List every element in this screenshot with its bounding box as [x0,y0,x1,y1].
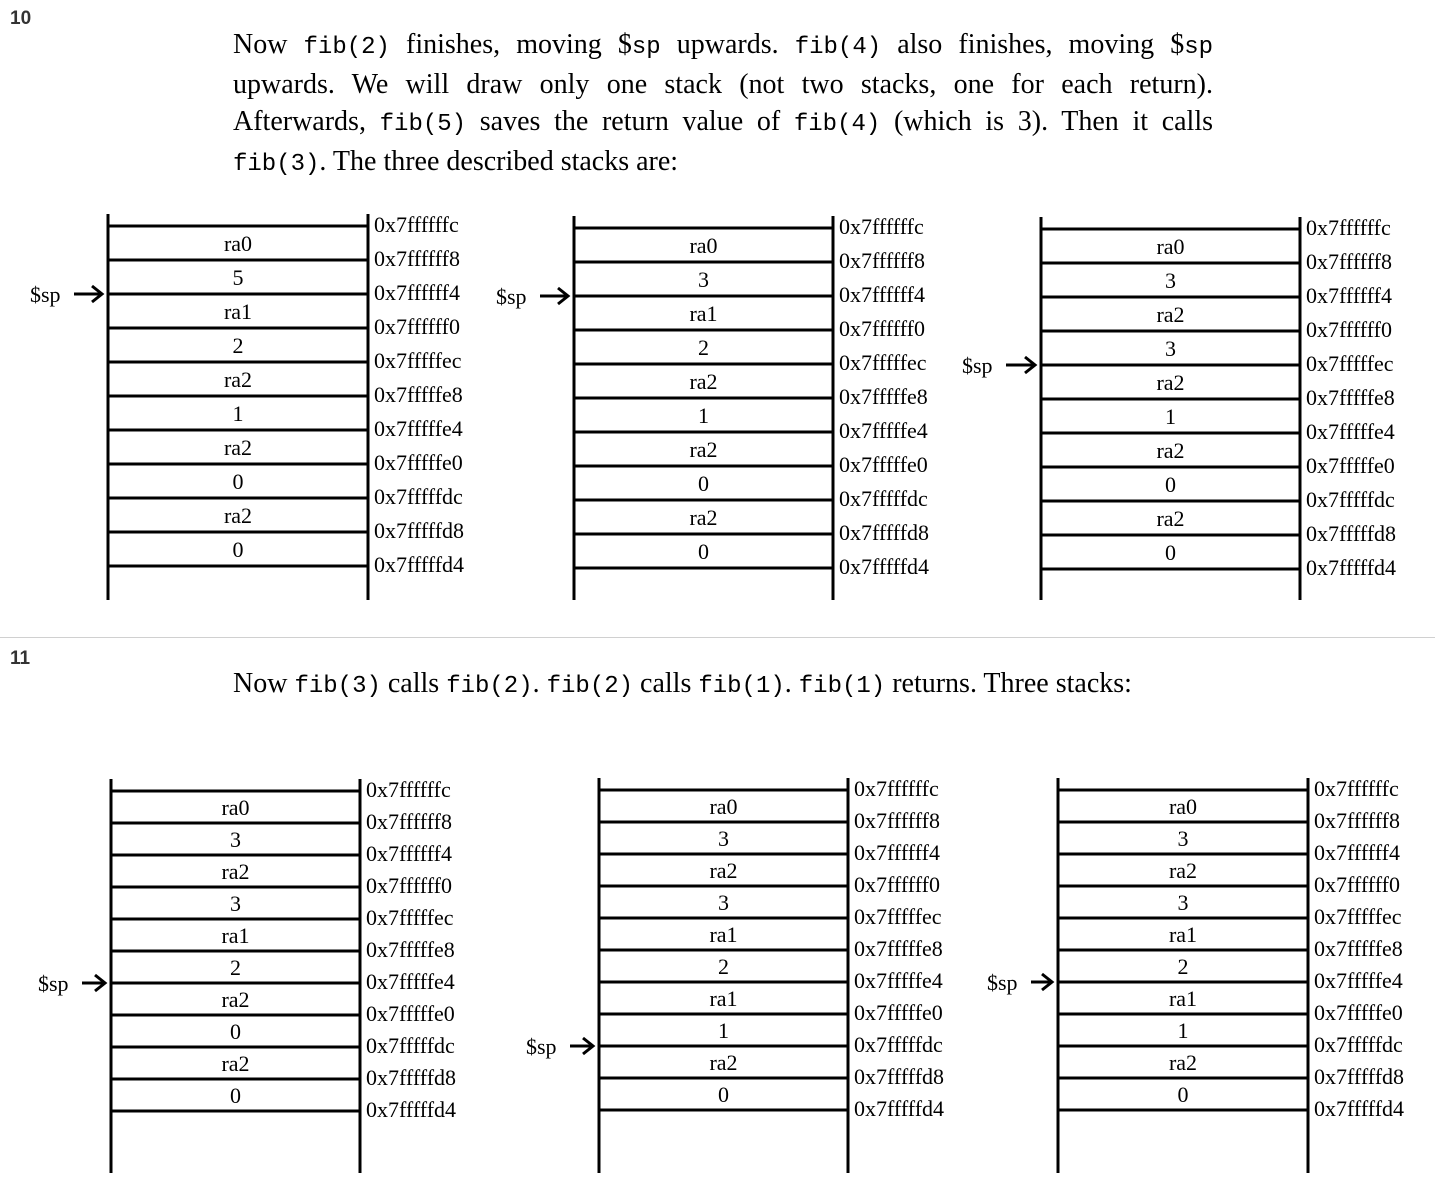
stack-address-label: 0x7fffffd4 [366,1097,457,1122]
stack-address-label: 0x7ffffffc [374,212,459,237]
stack-address-label: 0x7fffffd4 [854,1096,945,1121]
inline-code: fib(2) [303,34,390,61]
inline-code: fib(2) [546,673,634,700]
paragraph-text: . [532,668,547,699]
paragraph-text: returns. Three stacks: [885,668,1132,699]
stack-address-label: 0x7fffffd8 [1314,1064,1405,1089]
stack-cell-value: ra0 [1156,234,1185,259]
inline-code: fib(4) [793,111,881,138]
stack-address-label: 0x7fffffe0 [839,452,928,477]
stack-address-label: 0x7ffffff0 [1314,872,1400,897]
stack-cell-value: ra1 [689,301,718,326]
stack-cell-value: ra1 [223,299,253,324]
stack-address-label: 0x7fffffdc [1306,487,1395,512]
stack-address-label: 0x7fffffd8 [854,1064,945,1089]
stack-cell-value: 1 [1165,404,1176,429]
stack-address-label: 0x7fffffec [839,350,927,375]
stack-diagram [38,777,456,1173]
stack-cell-value: 0 [1177,1082,1189,1107]
paragraph-text: Now [233,29,304,60]
stack-cell-value: 3 [718,826,729,851]
stack-address-label: 0x7fffffd8 [1306,521,1397,546]
stack-address-label: 0x7ffffff8 [366,809,452,834]
stack-address-label: 0x7ffffff0 [374,314,460,339]
stack-cell-value: 2 [230,955,241,980]
stack-cell-value: ra2 [709,858,738,883]
stack-cell-value: 0 [232,537,244,562]
stack-cell-value: ra2 [1156,302,1185,327]
stack-address-label: 0x7ffffff4 [374,280,460,305]
stack-address-label: 0x7fffffe0 [374,450,463,475]
stack-address-label: 0x7fffffec [374,348,462,373]
stack-address-label: 0x7fffffdc [374,484,463,509]
sp-label: $sp [496,284,527,309]
paragraph-text: upwards. [660,29,795,60]
stack-address-label: 0x7fffffe0 [1314,1000,1403,1025]
stack-address-label: 0x7ffffff4 [1314,840,1400,865]
stack-address-label: 0x7fffffe0 [854,1000,943,1025]
stack-cell-value: 3 [1177,826,1189,851]
stack-cell-value: 3 [1165,336,1176,361]
stack-address-label: 0x7ffffff0 [1306,317,1392,342]
paragraph-text: calls [380,668,447,699]
stack-diagrams [0,765,1435,1185]
stack-diagram [526,776,944,1173]
stack-address-label: 0x7ffffffc [1314,776,1399,801]
paragraph-text: . [784,668,799,699]
sp-label: $sp [526,1034,557,1059]
stack-address-label: 0x7fffffe4 [366,969,455,994]
sp-label: $sp [30,282,61,307]
stack-address-label: 0x7ffffff0 [854,872,940,897]
stack-address-label: 0x7ffffff4 [1306,283,1392,308]
stack-address-label: 0x7fffffe0 [1306,453,1395,478]
stack-address-label: 0x7fffffe4 [839,418,928,443]
stack-cell-value: ra2 [223,367,253,392]
stack-address-label: 0x7fffffdc [854,1032,943,1057]
stack-cell-value: ra2 [223,503,253,528]
paragraph-text: also finishes, moving $ [881,29,1185,60]
stack-cell-value: ra2 [1156,370,1185,395]
stack-address-label: 0x7fffffdc [366,1033,455,1058]
stack-address-label: 0x7fffffec [1306,351,1394,376]
inline-code: fib(3) [294,673,381,700]
inline-code: fib(4) [794,34,882,61]
stack-address-label: 0x7ffffff4 [366,841,452,866]
stack-cell-value: ra1 [709,986,738,1011]
stack-cell-value: 3 [698,267,709,292]
stack-cell-value: 3 [230,891,241,916]
stack-cell-value: 3 [1165,268,1176,293]
stack-address-label: 0x7fffffd8 [374,518,465,543]
stack-address-label: 0x7fffffe4 [374,416,463,441]
paragraph-text: (which is 3). Then it calls [880,106,1214,137]
stack-cell-value: ra2 [1168,1050,1198,1075]
paragraph-text: calls [633,668,699,699]
slide-separator [0,637,1435,638]
stack-cell-value: ra2 [689,437,718,462]
stack-cell-value: 2 [698,335,709,360]
stack-address-label: 0x7fffffd4 [839,554,930,579]
inline-code: fib(3) [233,151,320,178]
stack-cell-value: 2 [718,954,729,979]
sp-label: $sp [38,971,69,996]
stack-address-label: 0x7fffffd8 [366,1065,457,1090]
paragraph-text: Now [233,668,295,699]
stack-cell-value: ra0 [223,231,253,256]
stack-diagram [496,214,929,600]
stack-cell-value: ra0 [1168,794,1198,819]
stack-cell-value: ra0 [689,233,718,258]
stack-cell-value: 2 [232,333,244,358]
sp-label: $sp [962,353,993,378]
stack-cell-value: ra0 [221,795,250,820]
slide-number: 11 [10,648,31,669]
paragraph-text: upwards. We will draw only one stack (not two stacks, one for each return). Afterwards, [233,69,1213,137]
stack-cell-value: ra2 [689,369,718,394]
stack-cell-value: 0 [230,1019,241,1044]
stack-address-label: 0x7fffffe4 [854,968,943,993]
stack-address-label: 0x7fffffe8 [1306,385,1395,410]
slide-paragraph [233,665,1213,705]
inline-code: sp [631,34,661,61]
inline-code: fib(1) [798,673,886,700]
stack-diagram [987,776,1404,1173]
stack-cell-value: ra2 [221,859,250,884]
stack-address-label: 0x7fffffe8 [366,937,455,962]
stack-address-label: 0x7fffffd4 [1314,1096,1405,1121]
stack-address-label: 0x7ffffff8 [1314,808,1400,833]
stack-address-label: 0x7ffffff4 [839,282,925,307]
stack-cell-value: ra2 [221,1051,250,1076]
stack-cell-value: ra2 [1156,438,1185,463]
paragraph-text: finishes, moving $ [389,29,632,60]
stack-cell-value: ra0 [709,794,738,819]
stack-cell-value: ra1 [1168,922,1198,947]
stack-address-label: 0x7fffffec [854,904,942,929]
paragraph-text: . The three described stacks are: [319,146,679,177]
stack-address-label: 0x7ffffff4 [854,840,940,865]
stack-address-label: 0x7ffffffc [854,776,939,801]
slide-paragraph [233,26,1213,183]
stack-address-label: 0x7fffffe4 [1306,419,1395,444]
stack-cell-value: 3 [1177,890,1189,915]
stack-address-label: 0x7fffffe0 [366,1001,455,1026]
stack-address-label: 0x7ffffffc [839,214,924,239]
stack-cell-value: ra2 [1168,858,1198,883]
stack-address-label: 0x7fffffd4 [374,552,465,577]
stack-cell-value: 0 [718,1082,729,1107]
stack-address-label: 0x7fffffdc [1314,1032,1403,1057]
stack-cell-value: 0 [230,1083,241,1108]
stack-address-label: 0x7fffffdc [839,486,928,511]
slide-number: 10 [10,8,32,29]
stack-cell-value: 0 [232,469,244,494]
stack-cell-value: ra1 [1168,986,1198,1011]
stack-cell-value: 1 [718,1018,729,1043]
stack-address-label: 0x7fffffe8 [854,936,943,961]
stack-cell-value: ra1 [221,923,250,948]
stack-cell-value: ra2 [689,505,718,530]
stack-address-label: 0x7ffffff8 [854,808,940,833]
stack-address-label: 0x7fffffec [366,905,454,930]
stack-address-label: 0x7fffffe8 [1314,936,1403,961]
stack-address-label: 0x7ffffff8 [839,248,925,273]
stack-cell-value: 0 [698,471,709,496]
stack-cell-value: ra2 [223,435,253,460]
stack-cell-value: ra2 [221,987,250,1012]
stack-address-label: 0x7fffffd4 [1306,555,1397,580]
stack-address-label: 0x7fffffd8 [839,520,930,545]
stack-address-label: 0x7fffffec [1314,904,1402,929]
stack-cell-value: 1 [1177,1018,1189,1043]
sp-label: $sp [987,970,1018,995]
stack-address-label: 0x7ffffffc [366,777,451,802]
stack-cell-value: 1 [232,401,244,426]
stack-address-label: 0x7ffffff0 [839,316,925,341]
stack-diagram [962,215,1396,600]
stack-cell-value: ra2 [1156,506,1185,531]
stack-address-label: 0x7fffffe4 [1314,968,1403,993]
inline-code: fib(2) [446,673,533,700]
inline-code: sp [1184,34,1214,61]
stack-cell-value: 0 [698,539,709,564]
stack-diagram [30,212,464,600]
stack-address-label: 0x7ffffff8 [1306,249,1392,274]
stack-cell-value: 5 [232,265,244,290]
stack-cell-value: 3 [718,890,729,915]
stack-cell-value: 2 [1177,954,1189,979]
stack-cell-value: ra2 [709,1050,738,1075]
stack-address-label: 0x7ffffff8 [374,246,460,271]
stack-cell-value: 1 [698,403,709,428]
stack-cell-value: 3 [230,827,241,852]
stack-cell-value: 0 [1165,472,1176,497]
stack-address-label: 0x7ffffffc [1306,215,1391,240]
stack-diagrams [0,200,1435,620]
paragraph-text: saves the return value of [466,106,794,137]
stack-address-label: 0x7fffffe8 [839,384,928,409]
stack-cell-value: ra1 [709,922,738,947]
stack-address-label: 0x7ffffff0 [366,873,452,898]
stack-address-label: 0x7fffffe8 [374,382,463,407]
inline-code: fib(5) [379,111,467,138]
stack-cell-value: 0 [1165,540,1176,565]
inline-code: fib(1) [698,673,785,700]
